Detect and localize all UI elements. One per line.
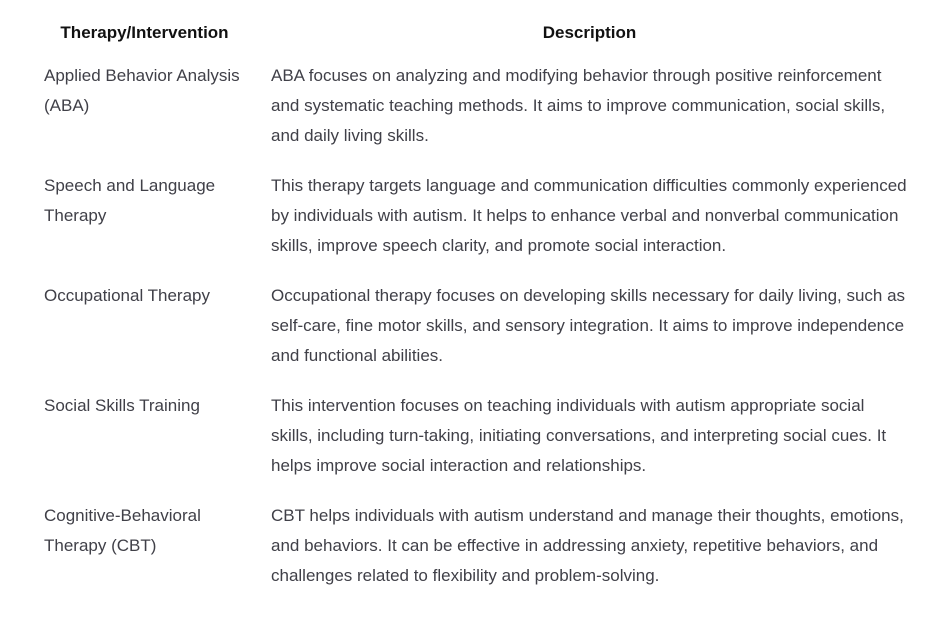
description-cell: ABA focuses on analyzing and modifying behavior through positive reinforcement and systematic teaching methods. It aims to improve communication, social skills, and daily living skills. (271, 66, 886, 145)
table-row (31, 270, 921, 380)
therapy-table (31, 18, 921, 600)
table-body (31, 56, 921, 600)
therapy-cell: Occupational Therapy (44, 286, 211, 305)
header-description: Description (542, 23, 637, 42)
therapy-cell: Cognitive-Behavioral Therapy (CBT) (44, 506, 201, 555)
therapy-cell: Social Skills Training (44, 396, 200, 415)
table-row (31, 490, 921, 600)
description-cell: CBT helps individuals with autism understand and manage their thoughts, emotions, and behaviors. It can be effective in addressing anxiety, repetitive behaviors, and challenges related to flexibility and problem-solving. (271, 506, 904, 585)
table-header (31, 18, 921, 56)
description-cell: This intervention focuses on teaching individuals with autism appropriate social skills, including turn-taking, initiating conversations, and interpreting social cues. It helps improve social interaction and relationships. (271, 396, 887, 475)
header-therapy: Therapy/Intervention (60, 23, 229, 42)
table-row (31, 160, 921, 270)
therapy-cell: Applied Behavior Analysis (ABA) (44, 66, 240, 115)
table-row (31, 56, 921, 160)
description-cell: Occupational therapy focuses on developing skills necessary for daily living, such as self-care, fine motor skills, and sensory integration. It aims to improve independence and functional abilities. (271, 286, 906, 365)
header-row (31, 18, 921, 56)
table-row (31, 380, 921, 490)
description-cell: This therapy targets language and communication difficulties commonly experienced by individuals with autism. It helps to enhance verbal and nonverbal communication skills, improve speech clarity, and promote social interaction. (271, 176, 907, 255)
therapy-cell: Speech and Language Therapy (44, 176, 216, 225)
